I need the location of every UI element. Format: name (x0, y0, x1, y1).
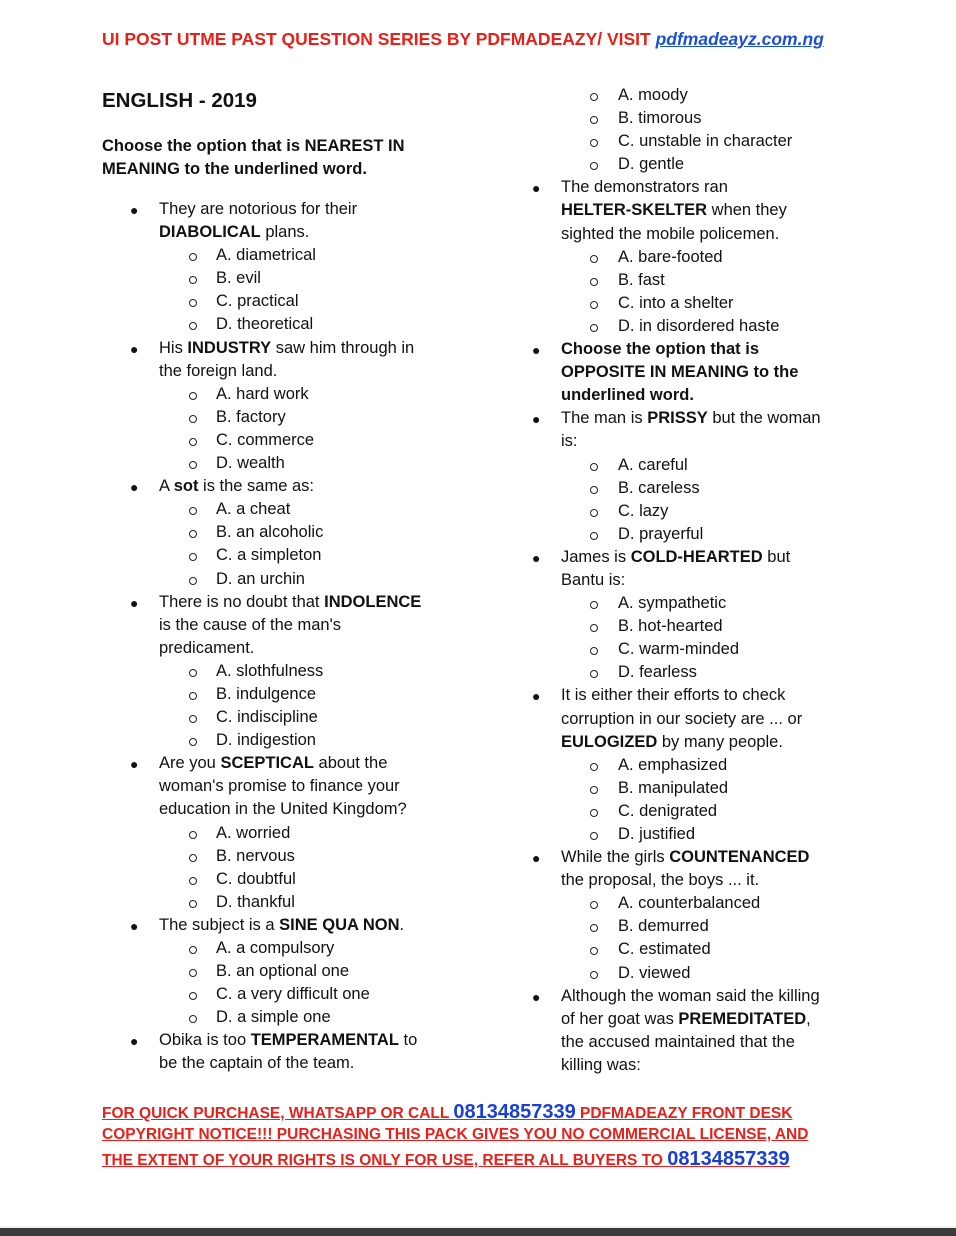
option-label: C. lazy (618, 501, 669, 520)
answer-option (0, 638, 900, 661)
option-label: B. evil (216, 269, 261, 288)
viewer-bottom-bar (0, 1228, 956, 1236)
question-text: about the (313, 754, 388, 773)
option-label: B. factory (216, 407, 286, 426)
answer-option (0, 915, 900, 938)
question-text: is the same as: (198, 477, 314, 496)
question-line (561, 846, 900, 869)
question-text: of her goat was (561, 1009, 679, 1028)
answer-option (0, 661, 900, 684)
option-label: B. nervous (216, 846, 295, 865)
question-text: plans. (260, 223, 310, 242)
footer-rights-text: THE EXTENT OF YOUR RIGHTS IS ONLY FOR USE, REFER ALL BUYERS TO (102, 1152, 668, 1169)
question-item (0, 846, 900, 892)
key-word: PRISSY (647, 409, 708, 428)
question-line (561, 361, 900, 384)
hollow-bullet-icon (590, 139, 598, 147)
option-label: D. fearless (618, 663, 697, 682)
answer-option (0, 938, 900, 961)
key-word: OPPOSITE IN MEANING to the (561, 363, 799, 382)
question-line (561, 338, 900, 361)
question-text: sighted the mobile policemen. (561, 224, 780, 243)
hollow-bullet-icon (590, 924, 598, 932)
option-label: A. worried (216, 823, 291, 842)
answer-option (0, 777, 900, 800)
option-label: D. thankful (216, 892, 295, 911)
footer-phone-link-2[interactable]: 08134857339 (667, 1148, 790, 1170)
question-text: by many people. (657, 732, 783, 751)
question-text: . (399, 915, 405, 934)
key-word: HELTER-SKELTER (561, 201, 708, 220)
question-text: It is either their efforts to check (561, 686, 786, 705)
option-label: A. moody (618, 86, 688, 104)
option-label: D. a simple one (216, 1008, 331, 1027)
answer-option (0, 800, 900, 823)
option-label: D. justified (618, 825, 696, 843)
question-item (0, 338, 900, 407)
answer-option (0, 823, 900, 846)
option-label: C. doubtful (216, 869, 296, 888)
bullet-icon: ● (532, 180, 541, 197)
answer-option (0, 269, 900, 292)
question-line (561, 407, 900, 430)
option-label: D. gentle (618, 155, 685, 174)
question-text: Although the woman said the killing (561, 986, 820, 1005)
option-label: C. estimated (618, 940, 711, 959)
question-line (561, 223, 900, 246)
bullet-icon: ● (130, 1033, 139, 1050)
option-label: D. viewed (618, 963, 691, 982)
hollow-bullet-icon (590, 647, 598, 655)
answer-option (0, 477, 900, 500)
option-label: B. fast (618, 270, 665, 289)
bullet-icon: ● (130, 594, 139, 611)
question-text: saw him through in (271, 338, 415, 357)
option-label: D. an urchin (216, 569, 305, 588)
key-word: DIABOLICAL (159, 223, 261, 242)
question-line (561, 546, 900, 569)
question-text: While the girls (561, 848, 670, 867)
option-label: C. commerce (216, 430, 315, 449)
option-label: B. an optional one (216, 962, 350, 981)
option-label: C. into a shelter (618, 293, 734, 312)
option-label: D. indigestion (216, 731, 316, 750)
site-link[interactable]: pdfmadeayz.com.ng (655, 29, 824, 49)
hollow-bullet-icon (590, 670, 598, 678)
option-label: A. diametrical (216, 246, 316, 265)
question-text: but (762, 547, 791, 566)
question-text: The man is (561, 409, 648, 428)
question-text: the foreign land. (159, 361, 278, 380)
page-header (102, 29, 902, 50)
question-line (561, 176, 900, 199)
question-text: be the captain of the team. (159, 1054, 355, 1073)
key-word: COUNTENANCED (669, 848, 810, 867)
bullet-icon: ● (130, 202, 139, 218)
key-word: COLD-HEARTED (630, 547, 763, 566)
answer-option (0, 315, 900, 338)
document-title: ENGLISH - 2019 (102, 89, 257, 112)
option-label: A. emphasized (618, 755, 728, 774)
option-label: D. prayerful (618, 524, 704, 543)
key-word: INDOLENCE (324, 592, 422, 611)
answer-option (0, 523, 900, 546)
option-label: B. an alcoholic (216, 523, 324, 542)
question-text: is the cause of the man's (159, 615, 341, 634)
option-label: A. slothfulness (216, 661, 324, 680)
question-text: James is (561, 547, 631, 566)
question-item (0, 985, 900, 1077)
hollow-bullet-icon (590, 463, 598, 471)
hollow-bullet-icon (590, 278, 598, 286)
bullet-icon: ● (532, 988, 541, 1005)
hollow-bullet-icon (590, 601, 598, 609)
answer-option (0, 246, 900, 269)
right-column (0, 84, 900, 1077)
option-label: D. theoretical (216, 315, 314, 334)
hollow-bullet-icon (590, 93, 598, 101)
option-label: A. a compulsory (216, 939, 335, 957)
question-text: Are you (159, 754, 221, 773)
question-line (561, 731, 900, 754)
bullet-icon: ● (532, 411, 541, 428)
key-word: EULOGIZED (561, 732, 658, 751)
question-text: when they (707, 201, 787, 220)
key-word: Choose the option that is (561, 340, 759, 359)
key-word: underlined word. (561, 386, 694, 405)
key-word: SINE QUA NON (279, 915, 400, 934)
question-item (0, 407, 900, 453)
answer-option (0, 153, 900, 176)
question-item (0, 176, 900, 245)
hollow-bullet-icon (590, 486, 598, 494)
footer-desk-text: PDFMADEAZY FRONT DESK (575, 1105, 793, 1122)
footer-phone-link[interactable]: 08134857339 (453, 1101, 576, 1123)
question-line (561, 430, 900, 453)
option-label: A. bare-footed (618, 247, 723, 266)
key-word: PREMEDITATED (678, 1009, 807, 1028)
key-word: INDUSTRY (187, 338, 272, 357)
hollow-bullet-icon (590, 763, 598, 771)
hollow-bullet-icon (590, 255, 598, 263)
question-line (561, 1031, 900, 1054)
option-label: D. wealth (216, 454, 285, 473)
question-line (561, 1008, 900, 1031)
question-line (561, 684, 900, 707)
answer-option (0, 130, 900, 153)
bullet-icon: ● (532, 549, 541, 566)
hollow-bullet-icon (590, 301, 598, 309)
answer-option (0, 454, 900, 477)
question-item (0, 684, 900, 753)
hollow-bullet-icon (590, 532, 598, 540)
question-text: The subject is a (159, 915, 280, 934)
hollow-bullet-icon (590, 116, 598, 124)
hollow-bullet-icon (590, 901, 598, 909)
answer-option (0, 754, 900, 777)
bullet-icon: ● (130, 917, 139, 934)
option-label: B. timorous (618, 109, 702, 128)
answer-option (0, 292, 900, 315)
question-line (561, 569, 900, 592)
option-label: B. hot-hearted (618, 617, 723, 636)
footer-rights-line (102, 1148, 862, 1171)
instruction-text: Choose the option that is NEAREST IN MEANING to the underlined word. (102, 137, 405, 178)
question-item (0, 546, 900, 592)
question-line (561, 384, 900, 407)
question-text: woman's promise to finance your (159, 777, 400, 796)
hollow-bullet-icon (590, 947, 598, 955)
answer-option (0, 107, 900, 130)
question-line (561, 1054, 900, 1077)
answer-option (0, 962, 900, 985)
option-label: C. unstable in character (618, 132, 793, 151)
question-text: There is no doubt that (159, 592, 325, 611)
option-label: D. in disordered haste (618, 316, 780, 335)
question-text: is: (561, 432, 578, 451)
question-text: Obika is too (159, 1031, 251, 1050)
footer-copyright-line: COPYRIGHT NOTICE!!! PURCHASING THIS PACK GIVES YOU NO COMMERCIAL LICENSE, AND (102, 1126, 809, 1143)
hollow-bullet-icon (590, 509, 598, 517)
option-label: A. hard work (216, 384, 309, 403)
answer-option (0, 84, 900, 107)
hollow-bullet-icon (590, 971, 598, 979)
question-text: They are notorious for their (159, 200, 358, 218)
question-text: predicament. (159, 638, 255, 657)
hollow-bullet-icon (590, 786, 598, 794)
header-text: UI POST UTME PAST QUESTION SERIES BY PDFMADEAZY/ VISIT (102, 29, 656, 49)
question-line (561, 985, 900, 1008)
question-text: A (159, 477, 174, 496)
question-text: but the woman (707, 409, 821, 428)
option-label: C. a simpleton (216, 546, 322, 565)
bullet-icon: ● (130, 756, 139, 773)
question-text: education in the United Kingdom? (159, 800, 407, 819)
option-label: C. practical (216, 292, 299, 311)
bullet-icon: ● (130, 479, 139, 496)
option-label: B. careless (618, 478, 700, 497)
bullet-icon: ● (130, 340, 139, 357)
key-word: TEMPERAMENTAL (250, 1031, 399, 1050)
answer-option (0, 592, 900, 615)
question-text: Bantu is: (561, 570, 626, 589)
question-text: the accused maintained that the (561, 1032, 795, 1051)
answer-option (0, 615, 900, 638)
answer-option (0, 500, 900, 523)
question-line (561, 199, 900, 222)
hollow-bullet-icon (590, 809, 598, 817)
bullet-icon: ● (532, 688, 541, 705)
hollow-bullet-icon (590, 162, 598, 170)
hollow-bullet-icon (590, 324, 598, 332)
key-word: SCEPTICAL (220, 754, 314, 773)
question-line (561, 708, 900, 731)
option-label: B. manipulated (618, 778, 729, 797)
hollow-bullet-icon (590, 624, 598, 632)
question-text: corruption in our society are ... or (561, 709, 803, 728)
answer-option (0, 892, 900, 915)
question-line (561, 869, 900, 892)
question-text: The demonstrators ran (561, 178, 728, 197)
option-label: A. sympathetic (618, 594, 727, 613)
option-label: A. counterbalanced (618, 894, 761, 913)
question-text: killing was: (561, 1055, 641, 1074)
question-text: to (398, 1031, 418, 1050)
footer-purchase-line (102, 1101, 862, 1124)
question-text: His (159, 338, 188, 357)
bullet-icon: ● (532, 850, 541, 867)
option-label: C. warm-minded (618, 640, 740, 659)
bullet-icon: ● (532, 342, 541, 359)
hollow-bullet-icon (590, 832, 598, 840)
footer-purchase-text: FOR QUICK PURCHASE, WHATSAPP OR CALL (102, 1105, 454, 1122)
option-label: C. denigrated (618, 801, 718, 820)
option-label: B. demurred (618, 917, 709, 936)
question-text: , (806, 1009, 811, 1028)
option-label: C. indiscipline (216, 708, 318, 727)
key-word: sot (173, 477, 199, 496)
option-label: B. indulgence (216, 684, 316, 703)
option-label: A. a cheat (216, 500, 291, 519)
question-text: the proposal, the boys ... it. (561, 871, 760, 890)
option-label: A. careful (618, 455, 688, 474)
option-label: C. a very difficult one (216, 985, 370, 1004)
